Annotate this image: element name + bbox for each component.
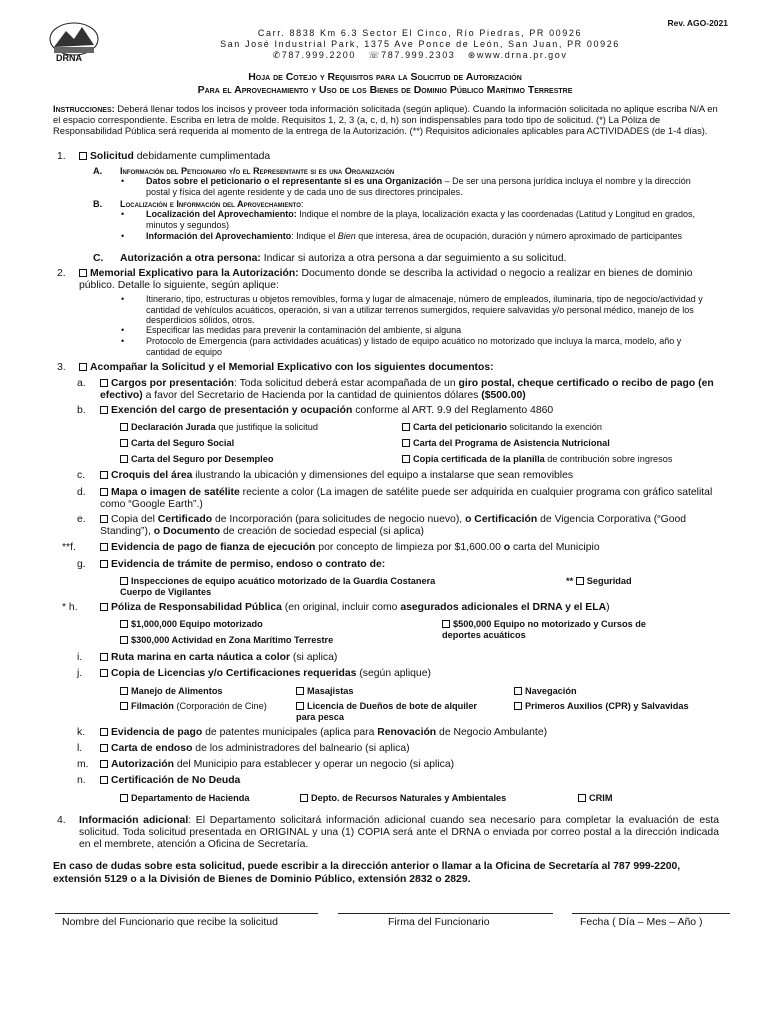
section-1c-letter: C.	[93, 253, 104, 264]
item-h-text: Póliza de Responsabilidad Pública (en original, incluir como asegurados adicionales el DRNA y el ELA)	[100, 602, 610, 614]
item-n-option-2[interactable]: Depto. de Recursos Naturales y Ambientales	[300, 793, 506, 804]
section-1-bold: Solicitud	[90, 151, 134, 162]
checkbox[interactable]	[79, 152, 87, 160]
item-g-option-2[interactable]: ** Seguridad	[566, 576, 632, 586]
fax: 787.999.2303	[381, 50, 456, 60]
checkbox[interactable]	[100, 379, 108, 387]
section-1a-title: Información del Peticionario y/o el Representante si es una Organización	[120, 166, 395, 176]
item-h-option-2[interactable]: $500,000 Equipo no motorizado y Cursos de deportes acuáticos	[442, 619, 646, 640]
checkbox[interactable]	[100, 744, 108, 752]
section-1-text: debidamente cumplimentada	[133, 151, 271, 162]
title-line-2: Para el Aprovechamiento y Uso de los Bienes de Dominio Público Marítimo Terrestre	[197, 84, 573, 96]
section-2-bullet-1: • Itinerario, tipo, estructuras u objetos removibles, forma y lugar de almacenaje, número de empleados, iluminaria, tipo de negocio/actividad y cantidad de vehículos acuáticos, operación, si van a utilizar terrenos sumergidos, requiere salvavidas y/o personal médico, manejo de los desperdicios sólidos, otros.	[146, 294, 716, 326]
item-f-text: Evidencia de pago de fianza de ejecución por concepto de limpieza por $1,600.00 o carta del Municipio	[100, 542, 600, 554]
item-j-option-6[interactable]: Primeros Auxilios (CPR) y Salvavidas	[514, 701, 689, 712]
signature-line-2[interactable]	[338, 913, 553, 914]
signature-label-2: Firma del Funcionario	[388, 916, 490, 928]
item-j-option-4[interactable]: Filmación (Corporación de Cine)	[120, 701, 280, 712]
item-a-letter: a.	[77, 378, 86, 389]
checkbox[interactable]	[100, 488, 108, 496]
item-e-letter: e.	[77, 514, 86, 525]
checkbox[interactable]	[100, 515, 108, 523]
item-b-option-5[interactable]: Carta del Seguro por Desempleo	[120, 454, 273, 465]
item-k-letter: k.	[77, 727, 86, 738]
item-j-option-2[interactable]: Masajistas	[296, 686, 353, 697]
signature-label-3: Fecha ( Día – Mes – Año )	[580, 916, 703, 928]
item-i-text: Ruta marina en carta náutica a color (si aplica)	[100, 652, 337, 664]
signature-line-3[interactable]	[572, 913, 730, 914]
item-c-letter: c.	[77, 470, 86, 481]
item-b-text: Exención del cargo de presentación y ocupación conforme al ART. 9.9 del Reglamento 4860	[100, 405, 553, 417]
instructions-label: Instrucciones:	[53, 103, 115, 114]
section-3-heading: Acompañar la Solicitud y el Memorial Explicativo con los siguientes documentos:	[79, 362, 494, 374]
checkbox[interactable]	[100, 543, 108, 551]
checkbox[interactable]	[100, 560, 108, 568]
signature-line-1[interactable]	[55, 913, 318, 914]
section-4-number: 4.	[57, 815, 66, 826]
section-1-heading	[79, 151, 270, 163]
contact-note: En caso de dudas sobre esta solicitud, puede escribir a la dirección anterior o llamar a la Oficina de Secretaría al 787 999-2200, extensión 5129 o a la División de Bienes de Dominio Público, extensión 2832 o 2829.	[53, 861, 681, 885]
item-j-option-1[interactable]: Manejo de Alimentos	[120, 686, 223, 697]
item-n-option-1[interactable]: Departamento de Hacienda	[120, 793, 249, 804]
logo-text: DRNA	[56, 53, 82, 61]
item-m-letter: m.	[77, 759, 89, 770]
item-h-option-1[interactable]: $1,000,000 Equipo motorizado	[120, 619, 263, 630]
item-b-letter: b.	[77, 405, 86, 416]
checkbox[interactable]	[100, 406, 108, 414]
section-1a-bullet-1: • Datos sobre el peticionario o el representante si es una Organización – De ser una persona jurídica incluya el nombre y la dirección postal y física del agente residente y de cada uno de sus directores principales.	[146, 176, 716, 197]
section-1a-letter: A.	[93, 166, 103, 176]
checkbox[interactable]	[79, 269, 87, 277]
section-3-number: 3.	[57, 362, 66, 373]
item-j-option-3[interactable]: Navegación	[514, 686, 577, 697]
section-4-text: Información adicional: El Departamento solicitará información adicional cuando sea necesario para completar la evaluación de esta solicitud. Toda solicitud presentada en ORIGINAL y una (1) COPIA será ante el DRNA o enviada por correo postal a la dirección indicada en el membrete, atención a Oficina de Secretaría.	[79, 815, 719, 850]
checkbox[interactable]	[100, 669, 108, 677]
revision-label: Rev. AGO-2021	[667, 18, 728, 28]
item-h-letter: * h.	[62, 602, 78, 613]
section-1b-bullet-2: • Información del Aprovechamiento: Indique el Bien que interesa, área de ocupación, duración y número aproximado de participantes	[146, 231, 716, 242]
item-m-text: Autorización del Municipio para establecer y operar un negocio (si aplica)	[100, 759, 454, 771]
item-h-option-3[interactable]: $300,000 Actividad en Zona Marítimo Terrestre	[120, 635, 333, 646]
section-2-heading: Memorial Explicativo para la Autorización: Documento donde se describa la actividad o negocio a realizar en bienes de dominio público. Detalle lo siguiente, según aplique:	[79, 268, 693, 291]
section-1b-bullet-1: • Localización del Aprovechamiento: Indique el nombre de la playa, localización exacta y las coordenadas (Latitud y Longitud en grados, minutos y segundos)	[146, 209, 716, 230]
item-b-option-4[interactable]: Carta del Programa de Asistencia Nutricional	[402, 438, 610, 449]
instructions	[53, 103, 718, 136]
checkbox[interactable]	[100, 728, 108, 736]
phone-icon: ✆	[272, 50, 282, 60]
item-e-text: Copia del Certificado de Incorporación (para solicitudes de negocio nuevo), o Certificación de Vigencia Corporativa (“Good Standing”), o Documento de creación de sociedad especial (si aplica)	[100, 514, 687, 537]
item-d-text: Mapa o imagen de satélite reciente a color (La imagen de satélite puede ser adquirida en cualquier programa con gráfico satelital como “Google Earth”.)	[100, 487, 713, 510]
item-j-option-5[interactable]: Licencia de Dueños de bote de alquiler para pesca	[296, 701, 478, 722]
item-n-text: Certificación de No Deuda	[100, 775, 240, 787]
item-b-option-1[interactable]: Declaración Jurada que justifique la solicitud	[120, 422, 318, 433]
address-block	[170, 28, 670, 61]
item-g-text: Evidencia de trámite de permiso, endoso o contrato de:	[100, 559, 385, 571]
checkbox[interactable]	[100, 776, 108, 784]
item-c-text: Croquis del área ilustrando la ubicación y dimensiones del equipo a instalarse que sean removibles	[100, 470, 573, 482]
address-line-2: San José Industrial Park, 1375 Ave Ponce de León, San Juan, PR 00926	[220, 39, 620, 49]
document-title	[60, 71, 710, 97]
section-1b-letter: B.	[93, 199, 103, 209]
fax-icon: ☏	[368, 50, 382, 60]
section-1-number: 1.	[57, 151, 66, 162]
instructions-text: Deberá llenar todos los incisos y proveer toda información solicitada (según aplique). Cuando la información solicitada no aplique escriba N/A en el espacio correspondiente. Escriba en letra de molde. Requisitos 1, 2, 3 (a, c, d, h) son indispensables para todo tipo de solicitud. (*) La Póliza de Responsabilidad Pública será requerida al momento de la entrega de la Autorización. (**) Requisitos adicionales aplicables para ACTIVIDADES (de 1-4 días).	[53, 103, 718, 136]
checkbox[interactable]	[100, 653, 108, 661]
checkbox[interactable]	[79, 363, 87, 371]
section-2-number: 2.	[57, 268, 66, 279]
item-b-option-2[interactable]: Carta del peticionario solicitando la exención	[402, 422, 602, 433]
item-l-text: Carta de endoso de los administradores del balneario (si aplica)	[100, 743, 410, 755]
checkbox[interactable]	[100, 471, 108, 479]
item-a-text: Cargos por presentación: Toda solicitud deberá estar acompañada de un giro postal, cheque certificado o recibo de pago (en efectivo) a favor del Secretario de Hacienda por la cantidad de quinientos dólares ($500.00)	[100, 378, 714, 401]
drna-logo	[44, 21, 122, 61]
section-1b-title: Localización e Información del Aprovechamiento:	[120, 199, 304, 209]
item-i-letter: i.	[77, 652, 83, 663]
web-icon: ⊛	[467, 50, 477, 60]
address-line-1: Carr. 8838 Km 6.3 Sector El Cinco, Río Piedras, PR 00926	[257, 28, 583, 38]
contact-line	[170, 50, 670, 61]
item-b-option-6[interactable]: Copia certificada de la planilla de contribución sobre ingresos	[402, 454, 672, 465]
section-2-bullet-2: • Especificar las medidas para prevenir la contaminación del ambiente, si alguna	[146, 325, 716, 336]
item-j-letter: j.	[77, 668, 83, 679]
section-2-bullet-3: • Protocolo de Emergencia (para actividades acuáticas) y listado de equipo acuático no motorizado que incluya la marca, modelo, año y cantidad de equipo	[146, 336, 716, 357]
item-f-letter: **f.	[62, 542, 76, 553]
item-n-letter: n.	[77, 775, 86, 786]
signature-label-1: Nombre del Funcionario que recibe la solicitud	[62, 916, 278, 928]
checkbox[interactable]	[100, 760, 108, 768]
checkbox[interactable]	[100, 603, 108, 611]
item-b-option-3[interactable]: Carta del Seguro Social	[120, 438, 234, 449]
item-l-letter: l.	[77, 743, 83, 754]
section-1c-text: Autorización a otra persona: Indicar si autoriza a otra persona a dar seguimiento a su solicitud.	[120, 253, 567, 264]
item-n-option-3[interactable]: CRIM	[578, 793, 612, 804]
item-g-letter: g.	[77, 559, 86, 570]
item-g-option-1[interactable]: Inspecciones de equipo acuático motorizado de la Guardia Costanera Cuerpo de Vigilantes	[120, 576, 436, 597]
item-j-text: Copia de Licencias y/o Certificaciones requeridas (según aplique)	[100, 668, 431, 680]
title-line-1: Hoja de Cotejo y Requisitos para la Solicitud de Autorización	[248, 71, 522, 83]
website: www.drna.pr.gov	[476, 50, 568, 60]
item-d-letter: d.	[77, 487, 86, 498]
phone: 787.999.2200	[281, 50, 356, 60]
item-k-text: Evidencia de pago de patentes municipales (aplica para Renovación de Negocio Ambulante)	[100, 727, 547, 739]
